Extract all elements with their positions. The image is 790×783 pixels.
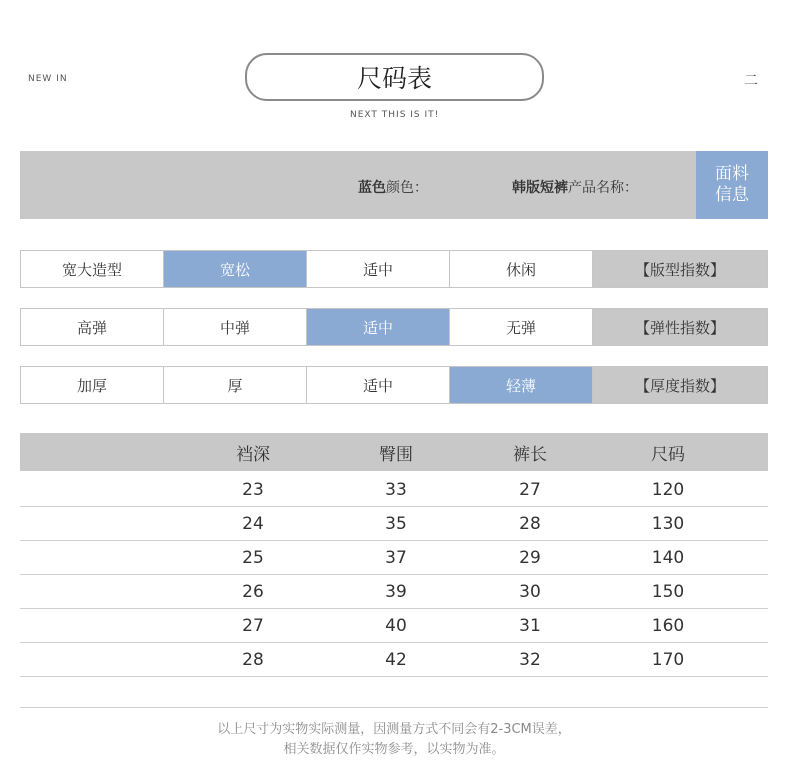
cell-length: 29 [519,547,541,568]
menu-mark: 二 [744,73,758,89]
table-divider [20,707,768,708]
elasticity-index-label: 【弹性指数】 [593,309,767,345]
cell-rise: 27 [242,615,264,636]
new-in-label: NEW IN [28,74,68,84]
fit-option-2: 宽松 [164,251,307,287]
elasticity-option-3: 适中 [307,309,450,345]
cell-rise: 25 [242,547,264,568]
color-info [358,177,428,197]
cell-size: 130 [651,513,685,534]
thickness-option-4: 轻薄 [450,367,593,403]
cell-size: 140 [651,547,685,568]
header-rise: 裆深 [236,444,270,465]
thickness-option-3: 适中 [307,367,450,403]
cell-hip: 40 [385,615,407,636]
table-row [20,507,768,541]
cell-length: 28 [519,513,541,534]
cell-hip: 37 [385,547,407,568]
table-row [20,643,768,677]
cell-length: 30 [519,581,541,602]
thickness-option-1: 加厚 [21,367,164,403]
page-title: 尺码表 [245,53,544,101]
cell-length: 27 [519,479,541,500]
fabric-info-tag-text: 面料信息 [715,164,749,205]
header-size: 尺码 [651,444,685,465]
table-row [20,609,768,643]
cell-hip: 33 [385,479,407,500]
product-name-info [512,177,638,197]
cell-hip: 35 [385,513,407,534]
elasticity-option-2: 中弹 [164,309,307,345]
cell-size: 170 [651,649,685,670]
product-name-label: 产品名称： [568,180,638,196]
product-name-value: 韩版短裤 [512,180,568,196]
elasticity-index-row [20,308,768,346]
product-info-bar [20,151,768,219]
fit-index-row [20,250,768,288]
cell-hip: 39 [385,581,407,602]
cell-rise: 28 [242,649,264,670]
fit-option-1: 宽大造型 [21,251,164,287]
color-label: 颜色： [386,180,428,196]
table-row [20,473,768,507]
fit-option-4: 休闲 [450,251,593,287]
header-length: 裤长 [513,444,547,465]
cell-size: 120 [651,479,685,500]
table-row [20,575,768,609]
fit-option-3: 适中 [307,251,450,287]
elasticity-option-1: 高弹 [21,309,164,345]
header-hip: 臀围 [379,444,413,465]
thickness-index-label: 【厚度指数】 [593,367,767,403]
size-table-header [20,433,768,471]
cell-rise: 23 [242,479,264,500]
measurement-note-1: 以上尺寸为实物实际测量，因测量方式不同会有2-3CM误差， [217,722,571,737]
cell-rise: 24 [242,513,264,534]
elasticity-option-4: 无弹 [450,309,593,345]
cell-hip: 42 [385,649,407,670]
thickness-option-2: 厚 [164,367,307,403]
fabric-info-tag [696,151,768,219]
color-value: 蓝色 [358,180,386,196]
thickness-index-row [20,366,768,404]
cell-length: 31 [519,615,541,636]
cell-size: 160 [651,615,685,636]
cell-size: 150 [651,581,685,602]
page-subtitle: NEXT THIS IS IT! [350,110,440,120]
measurement-note-2: 相关数据仅作实物参考，以实物为准。 [283,742,505,757]
fit-index-label: 【版型指数】 [593,251,767,287]
table-row [20,541,768,575]
cell-length: 32 [519,649,541,670]
cell-rise: 26 [242,581,264,602]
